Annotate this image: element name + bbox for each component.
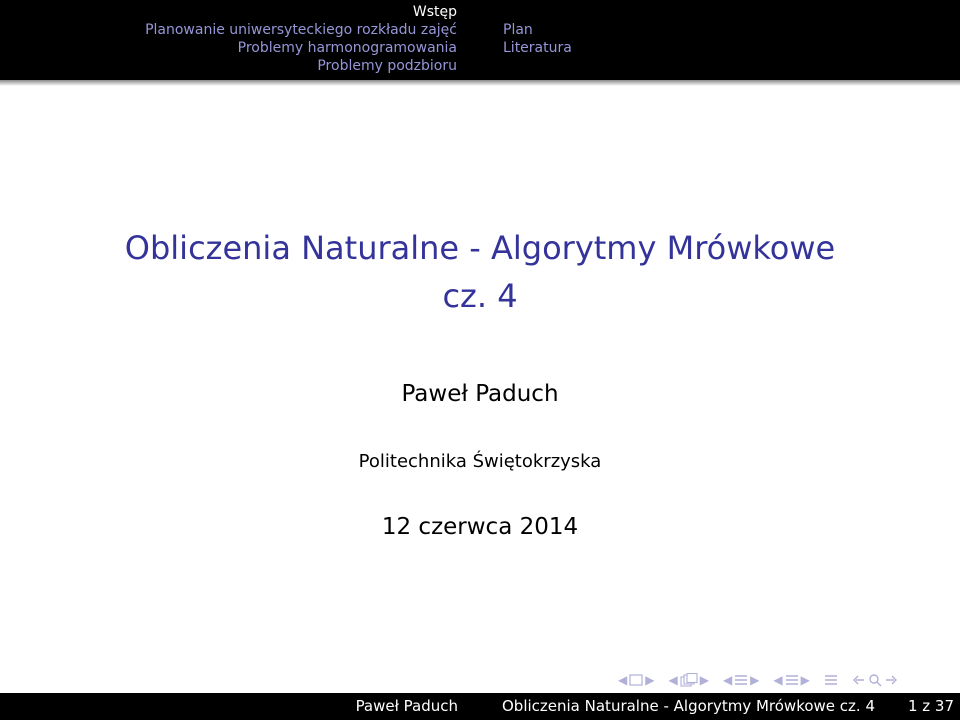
prev-slide-icon[interactable]: ◀ bbox=[618, 673, 628, 687]
title-line-1: Obliczenia Naturalne - Algorytmy Mrówkowe bbox=[124, 229, 836, 267]
prev-subsection-icon[interactable]: ◀ bbox=[722, 673, 733, 687]
presentation-title bbox=[0, 224, 960, 320]
subsection-link-plan[interactable]: Plan bbox=[503, 22, 533, 38]
subsection-navigation bbox=[480, 0, 960, 80]
header-shadow bbox=[0, 80, 960, 86]
author-name: Paweł Paduch bbox=[401, 381, 559, 407]
next-subsection-icon[interactable]: ▶ bbox=[750, 673, 760, 687]
back-icon[interactable] bbox=[852, 674, 866, 686]
prev-section-icon[interactable]: ◀ bbox=[773, 673, 783, 687]
section-icon[interactable] bbox=[785, 674, 799, 686]
beamer-navigation-symbols bbox=[618, 670, 898, 690]
document-icon[interactable] bbox=[824, 674, 838, 686]
section-navigation bbox=[0, 0, 480, 80]
forward-icon[interactable] bbox=[884, 674, 898, 686]
footer-title: Obliczenia Naturalne - Algorytmy Mrówkowe cz. 4 bbox=[502, 697, 875, 715]
footer-title-box bbox=[480, 693, 960, 720]
section-link-podzbioru[interactable]: Problemy podzbioru bbox=[317, 58, 457, 74]
footline bbox=[0, 693, 960, 720]
section-link-wstep[interactable]: Wstęp bbox=[412, 4, 457, 20]
title-line-2: cz. 4 bbox=[442, 277, 518, 315]
next-frame-icon[interactable]: ▶ bbox=[699, 673, 709, 687]
footer-author: Paweł Paduch bbox=[0, 693, 480, 720]
search-icon[interactable] bbox=[868, 673, 882, 687]
prev-frame-icon[interactable]: ◀ bbox=[668, 673, 678, 687]
section-link-harmonogramowanie[interactable]: Problemy harmonogramowania bbox=[237, 40, 457, 56]
next-slide-icon[interactable]: ▶ bbox=[645, 673, 655, 687]
subsection-link-literatura[interactable]: Literatura bbox=[503, 40, 572, 56]
footer-page-number: 1 z 37 bbox=[907, 697, 954, 715]
institute-name: Politechnika Świętokrzyska bbox=[358, 451, 602, 472]
slide-icon[interactable] bbox=[629, 674, 643, 686]
next-section-icon[interactable]: ▶ bbox=[800, 673, 810, 687]
frame-icon[interactable] bbox=[680, 673, 698, 687]
header-bar bbox=[0, 0, 960, 80]
subsection-icon[interactable] bbox=[734, 674, 748, 686]
presentation-date: 12 czerwca 2014 bbox=[381, 514, 579, 540]
section-link-planowanie[interactable]: Planowanie uniwersyteckiego rozkładu zajęć bbox=[145, 22, 457, 38]
